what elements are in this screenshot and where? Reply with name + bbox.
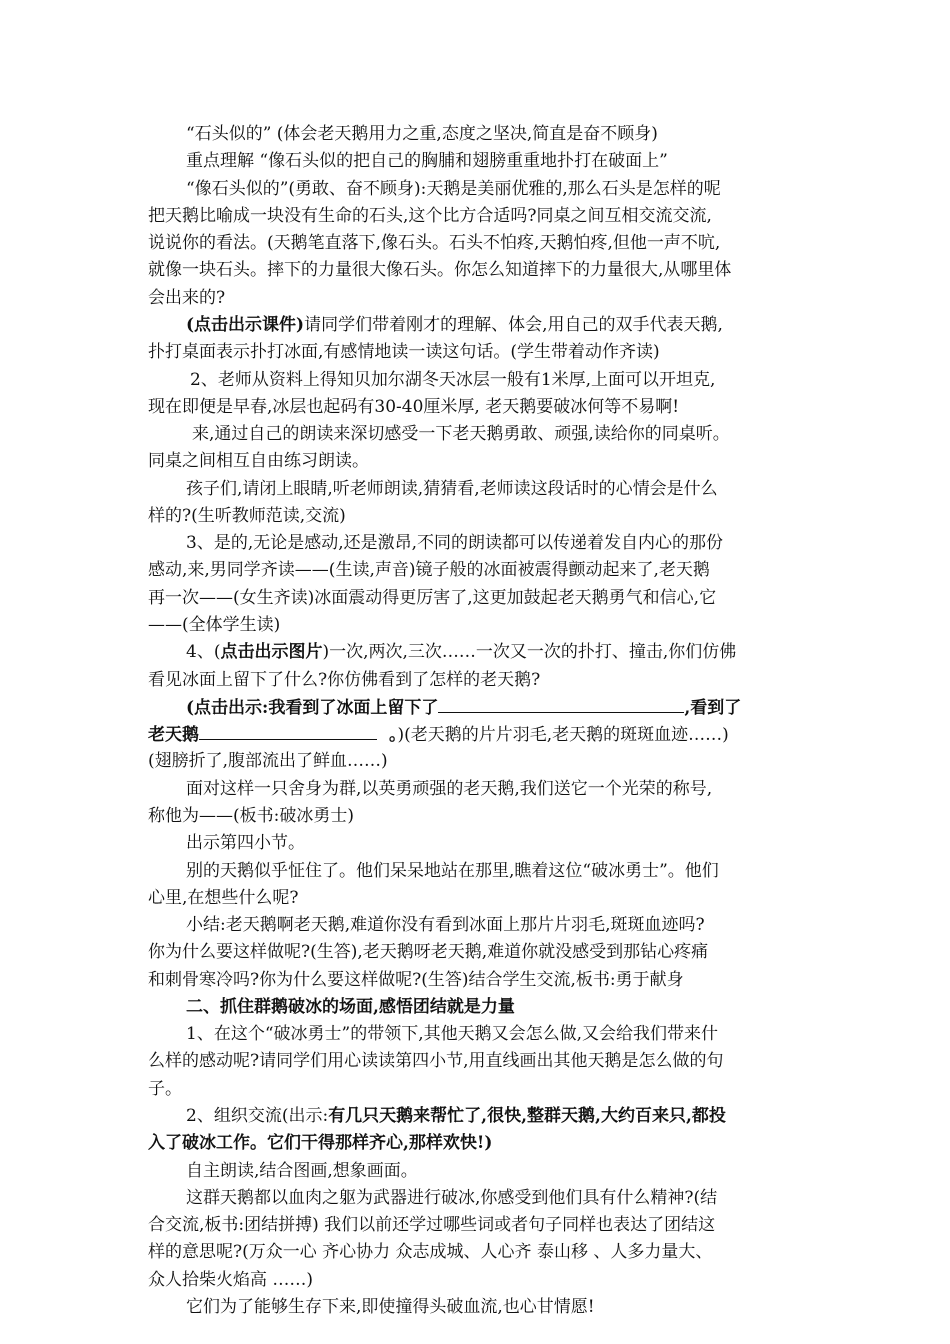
bold-text: (点击出示:我看到了冰面上留下了: [186, 698, 439, 718]
text: 把天鹅比喻成一块没有生命的石头,这个比方合适吗?同桌之间互相交流交流,: [148, 206, 712, 226]
line-2: [186, 150, 668, 172]
line-34: [186, 1023, 718, 1045]
text: 小结:老天鹅啊老天鹅,难道你没有看到冰面上那片片羽毛,斑斑血迹吗?: [186, 915, 705, 935]
line-35: [148, 1050, 724, 1072]
bold-text: ,看到了: [684, 698, 742, 718]
answer-blank: [438, 696, 684, 713]
line-37: [186, 1105, 726, 1127]
line-39: [186, 1160, 418, 1182]
line-18: [148, 587, 716, 609]
bold-text: 入了破冰工作。它们干得那样齐心,那样欢快!): [148, 1133, 493, 1153]
line-21: [148, 669, 540, 691]
line-38: [148, 1132, 492, 1154]
line-36: [148, 1078, 182, 1100]
line-7: [148, 287, 225, 309]
section-heading: [186, 996, 515, 1018]
line-41: [148, 1214, 715, 1236]
text: 你为什么要这样做呢?(生答),老天鹅呀老天鹅,难道你就没感受到那钻心疼痛: [148, 942, 709, 962]
bold-text: 有几只天鹅来帮忙了,很快,整群天鹅,大约百来只,都投: [328, 1106, 726, 1126]
line-32: [148, 969, 684, 991]
line-31: [148, 941, 708, 963]
text: )一次,两次,三次……一次又一次的扑打、撞击,你们仿佛: [322, 642, 737, 662]
line-15: [148, 505, 346, 527]
text: 样的意思呢?(万众一心 齐心协力 众志成城、人心齐 泰山移 、人多力量大、: [148, 1242, 713, 1262]
answer-blank: [199, 723, 377, 740]
line-26: [148, 805, 354, 827]
text: 扑打桌面表示扑打冰面,有感情地读一读这句话。(学生带着动作齐读): [148, 342, 660, 362]
text: 同桌之间相互自由练习朗读。: [148, 451, 369, 471]
line-30: [186, 914, 705, 936]
text: 它们为了能够生存下来,即使撞得头破血流,也心甘情愿!: [186, 1297, 595, 1317]
text: 别的天鹅似乎怔住了。他们呆呆地站在那里,瞧着这位“破冰勇士”。他们: [186, 861, 719, 881]
text: 看见冰面上留下了什么?你仿佛看到了怎样的老天鹅?: [148, 670, 541, 690]
text: 和刺骨寒冷吗?你为什么要这样做呢?(生答)结合学生交流,板书:勇于献身: [148, 970, 684, 990]
text: 子。: [148, 1079, 182, 1099]
line-6: [148, 259, 731, 281]
text: 1、在这个“破冰勇士”的带领下,其他天鹅又会怎么做,又会给我们带来什: [186, 1024, 719, 1044]
text: “石头似的” (体会老天鹅用力之重,态度之坚决,简直是奋不顾身): [186, 124, 658, 144]
line-43: [148, 1269, 313, 1291]
text: 请同学们带着刚才的理解、体会,用自己的双手代表天鹅,: [304, 315, 723, 335]
text: 面对这样一只舍身为群,以英勇顽强的老天鹅,我们送它一个光荣的称号,: [186, 779, 713, 799]
line-10: [190, 369, 715, 391]
text: 合交流,板书:团结拼搏) 我们以前还学过哪些词或者句子同样也表达了团结这: [148, 1215, 716, 1235]
text: 2、老师从资料上得知贝加尔湖冬天冰层一般有1米厚,上面可以开坦克,: [190, 370, 716, 390]
line-16: [186, 532, 723, 554]
line-12: [192, 423, 730, 445]
text: 心里,在想些什么呢?: [148, 888, 299, 908]
line-17: [148, 559, 710, 581]
text: 自主朗读,结合图画,想象画面。: [186, 1161, 418, 1181]
bold-text: 。: [389, 725, 398, 745]
line-4: [148, 205, 712, 227]
line-25: [186, 778, 712, 800]
text: 出示第四小节。: [186, 833, 305, 853]
text: 称他为——(板书:破冰勇士): [148, 806, 354, 826]
text: (翅膀折了,腹部流出了鲜血……): [148, 751, 388, 771]
text: ——(全体学生读): [148, 615, 281, 635]
text: 重点理解 “像石头似的把自己的胸脯和翅膀重重地扑打在破面上”: [186, 151, 668, 171]
text: 来,通过自己的朗读来深切感受一下老天鹅勇敢、顽强,读给你的同桌听。: [192, 424, 730, 444]
line-11: [148, 396, 679, 418]
text: 众人拾柴火焰高 ……): [148, 1270, 314, 1290]
text: 样的?(生听教师范读,交流): [148, 506, 346, 526]
line-24: [148, 750, 388, 772]
line-42: [148, 1241, 712, 1263]
text: “像石头似的”(勇敢、奋不顾身):天鹅是美丽优雅的,那么石头是怎样的呢: [186, 179, 721, 199]
fill-in-prompt-line: [186, 696, 741, 719]
line-23: [148, 723, 729, 746]
line-19: [148, 614, 280, 636]
line-28: [186, 860, 719, 882]
line-9: [148, 341, 660, 363]
text: 感动,来,男同学齐读——(生读,声音)镜子般的冰面被震得颤动起来了,老天鹅: [148, 560, 710, 580]
line-5: [148, 232, 720, 254]
text: 么样的感动呢?请同学们用心读读第四小节,用直线画出其他天鹅是怎么做的句: [148, 1051, 724, 1071]
line-8: [186, 314, 723, 336]
line-20: [186, 641, 736, 663]
text: 会出来的?: [148, 288, 226, 308]
line-1: [186, 123, 658, 145]
text: 3、是的,无论是感动,还是激昂,不同的朗读都可以传递着发自内心的那份: [186, 533, 724, 553]
line-29: [148, 887, 299, 909]
text: 孩子们,请闭上眼睛,听老师朗读,猜猜看,老师读这段话时的心情会是什么: [186, 479, 718, 499]
text: 就像一块石头。摔下的力量很大像石头。你怎么知道摔下的力量很大,从哪里体: [148, 260, 732, 280]
text: 现在即便是早春,冰层也起码有30-40厘米厚, 老天鹅要破冰何等不易啊!: [148, 397, 680, 417]
heading-text: 二、抓住群鹅破冰的场面,感悟团结就是力量: [186, 997, 515, 1017]
line-14: [186, 478, 718, 500]
text: 4、(: [186, 642, 221, 662]
text: 这群天鹅都以血肉之躯为武器进行破冰,你感受到他们具有什么精神?(结: [186, 1188, 718, 1208]
text: 说说你的看法。(天鹅笔直落下,像石头。石头不怕疼,天鹅怕疼,但他一声不吭,: [148, 233, 721, 253]
bold-text: 点击出示图片: [220, 642, 323, 662]
text: 再一次——(女生齐读)冰面震动得更厉害了,这更加鼓起老天鹅勇气和信心,它: [148, 588, 717, 608]
text: 2、组织交流(出示:: [186, 1106, 329, 1126]
line-3: [186, 178, 721, 200]
line-13: [148, 450, 369, 472]
line-40: [186, 1187, 717, 1209]
bold-text: (点击出示课件): [186, 315, 305, 335]
line-27: [186, 832, 305, 854]
line-44: [186, 1296, 595, 1318]
text: )(老天鹅的片片羽毛,老天鹅的斑斑血迹……): [397, 725, 729, 745]
bold-text: 老天鹅: [148, 725, 199, 745]
